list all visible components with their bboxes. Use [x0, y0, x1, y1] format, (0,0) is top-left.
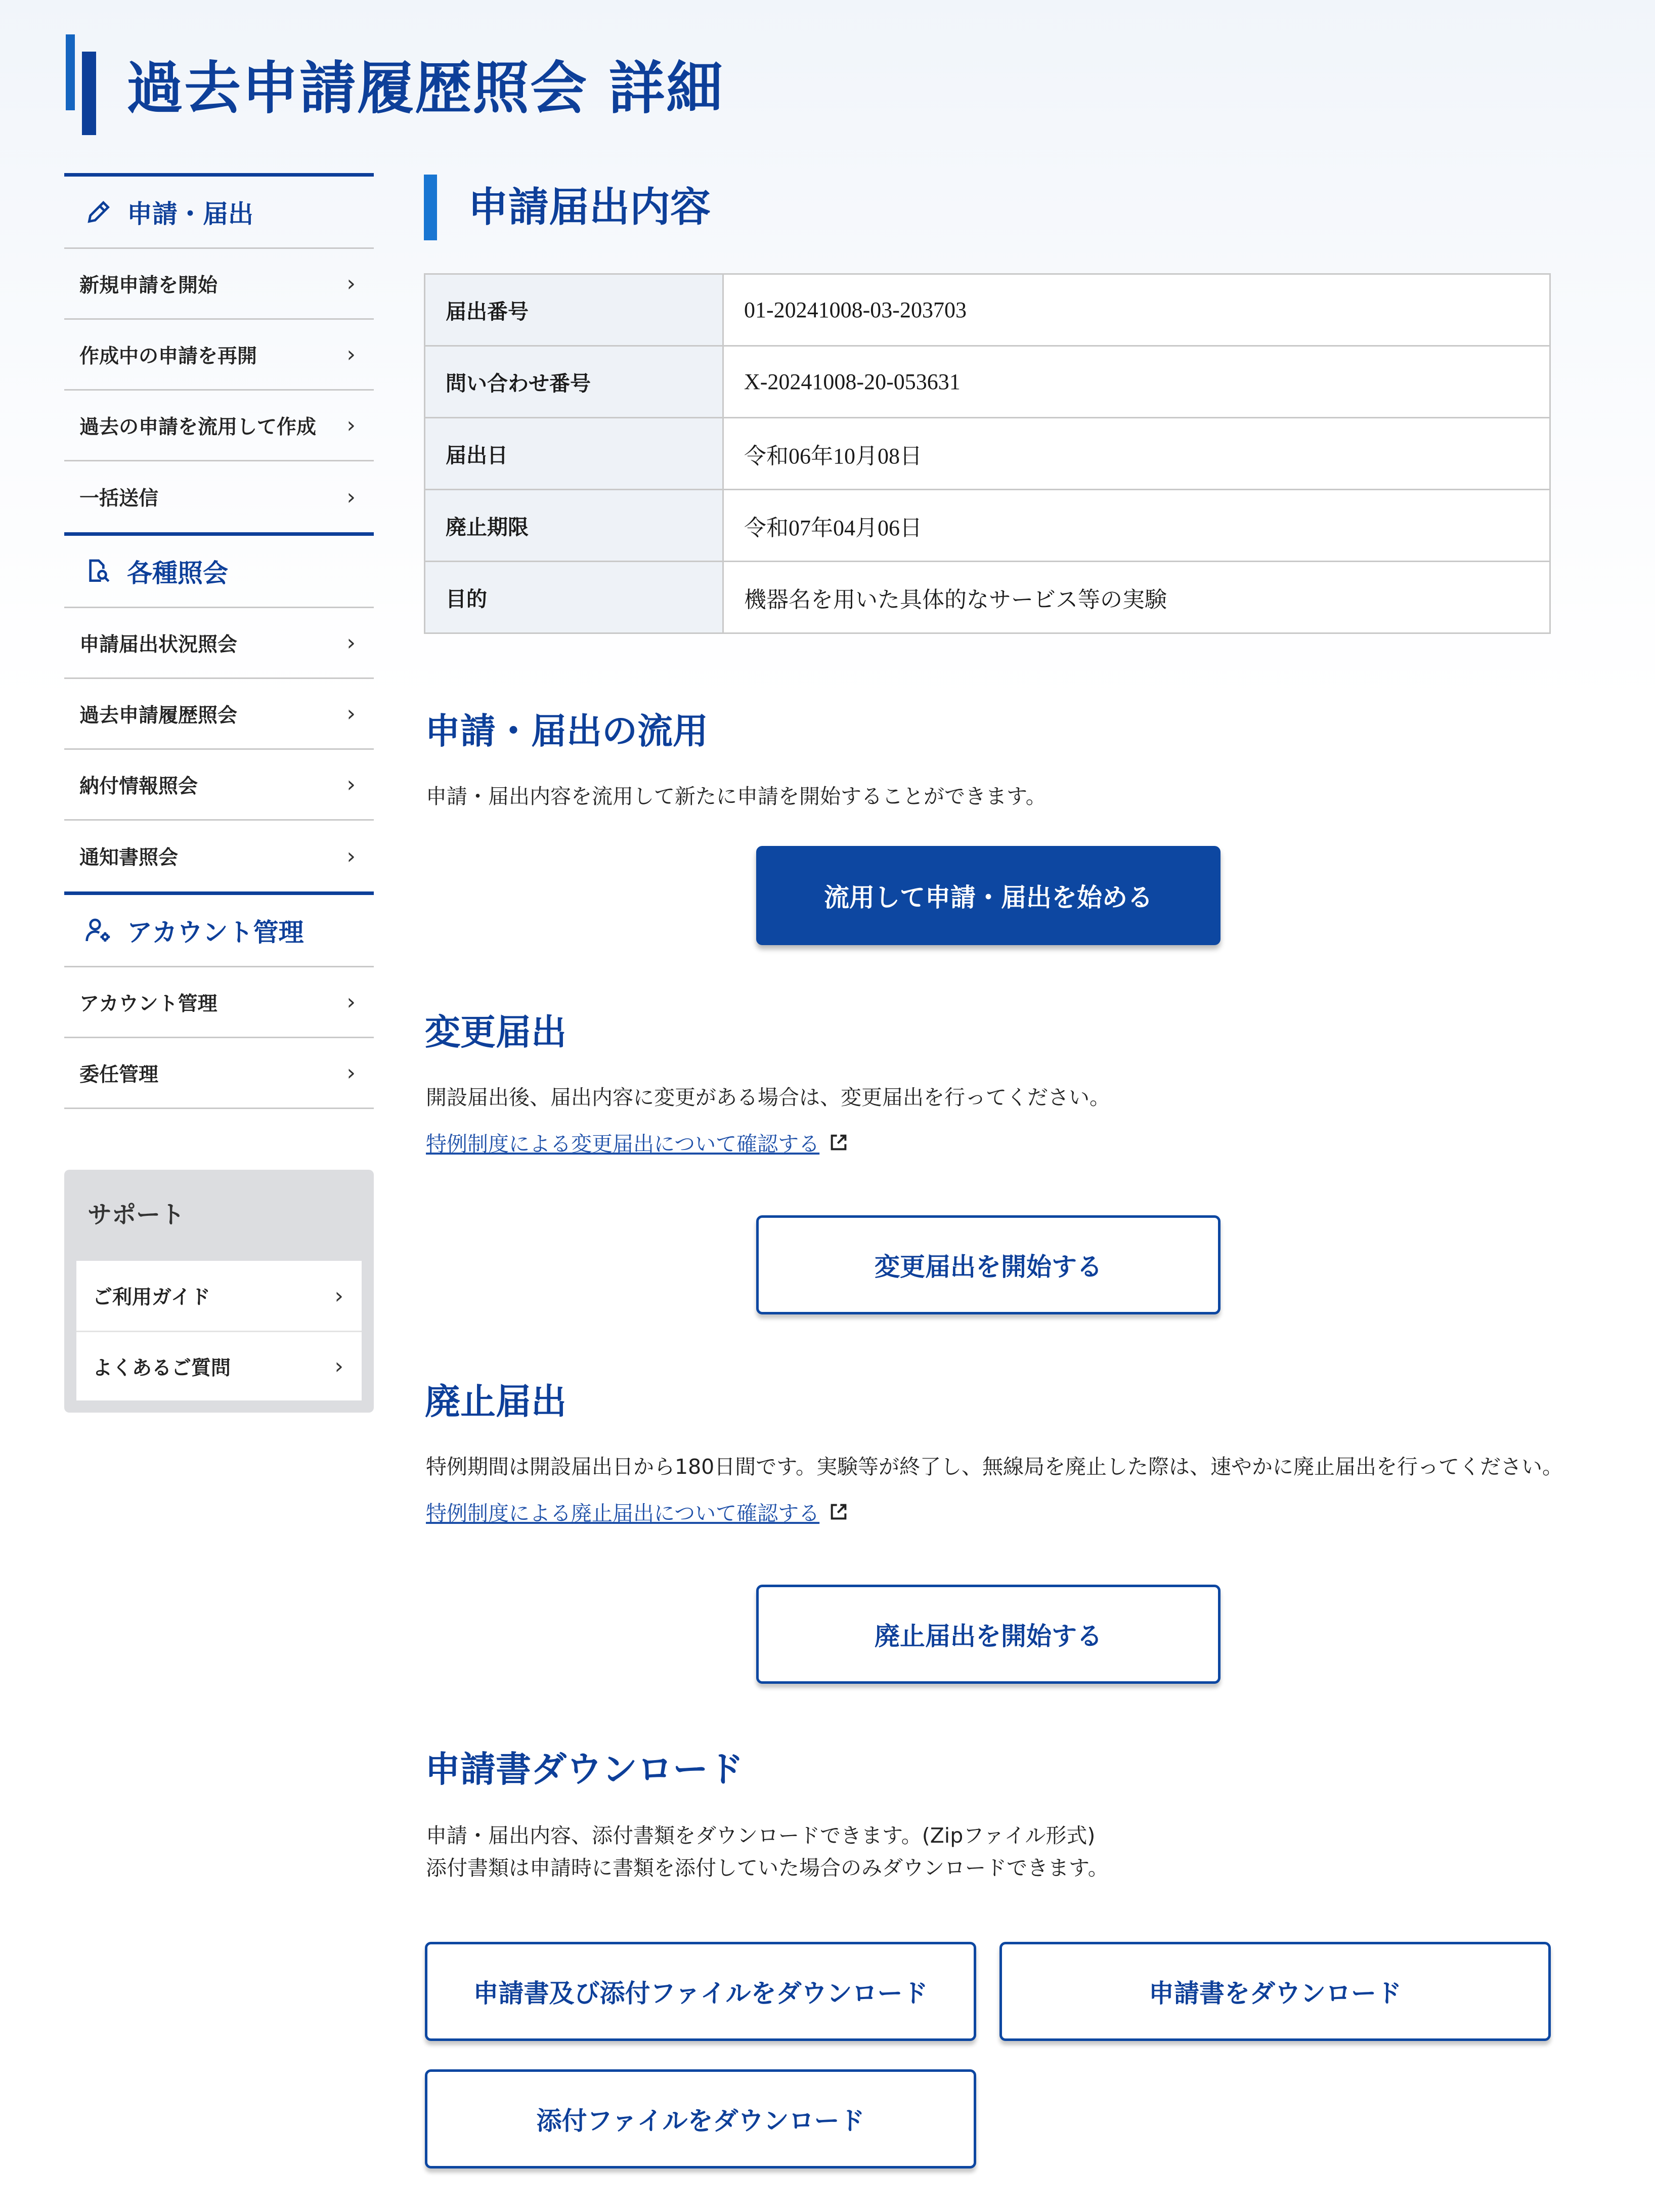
detail-label: 問い合わせ番号 — [425, 346, 723, 418]
change-info-link[interactable] — [426, 1127, 849, 1157]
change-start-button[interactable]: 変更届出を開始する — [756, 1215, 1221, 1314]
title-accent-bar-dark — [82, 52, 96, 135]
detail-value: 令和06年10月08日 — [723, 418, 1550, 490]
detail-label: 目的 — [425, 562, 723, 633]
pencil-icon — [84, 198, 113, 226]
chevron-right-icon: › — [346, 412, 356, 438]
sidebar-section-title: 申請・届出 — [127, 199, 253, 229]
external-link-icon — [829, 1132, 849, 1153]
sidebar-section-application — [64, 173, 374, 249]
download-description-line2: 添付書類は申請時に書類を添付していた場合のみダウンロードできます。 — [426, 1856, 1109, 1880]
sidebar-item-status-inquiry[interactable]: 申請届出状況照会 › — [64, 608, 374, 679]
chevron-right-icon: › — [346, 484, 356, 510]
abolish-heading: 廃止届出 — [425, 1381, 567, 1422]
sidebar-item-batch-send[interactable]: 一括送信 › — [79, 484, 356, 510]
chevron-right-icon: › — [346, 1060, 356, 1086]
chevron-right-icon: › — [346, 701, 356, 727]
table-row — [425, 346, 1550, 418]
detail-label: 届出番号 — [425, 274, 723, 346]
support-panel — [64, 1170, 374, 1413]
abolish-start-button[interactable]: 廃止届出を開始する — [756, 1585, 1221, 1684]
section-title: 申請届出内容 — [468, 184, 711, 231]
title-accent-bar-light — [66, 34, 75, 110]
download-attachments-button[interactable]: 添付ファイルをダウンロード — [425, 2069, 976, 2168]
reuse-heading: 申請・届出の流用 — [425, 710, 708, 752]
abolish-description: 特例期間は開設届出日から180日間です。実験等が終了し、無線局を廃止した際は、速やかに廃止届出を行ってください。 — [426, 1455, 1563, 1479]
table-row — [425, 418, 1550, 490]
detail-value: 機器名を用いた具体的なサービス等の実験 — [723, 562, 1550, 633]
sidebar-item-reuse-past[interactable]: 過去の申請を流用して作成 › — [64, 391, 374, 461]
sidebar-item-new-application[interactable]: 新規申請を開始 › — [64, 249, 374, 320]
document-search-icon — [84, 557, 113, 585]
reuse-description: 申請・届出内容を流用して新たに申請を開始することができます。 — [426, 784, 1047, 809]
sidebar-section-title: 各種照会 — [127, 559, 228, 588]
sidebar-item-notice-inquiry[interactable]: 通知書照会 › — [79, 843, 356, 869]
external-link-icon — [829, 1502, 849, 1522]
download-heading: 申請書ダウンロード — [425, 1749, 744, 1790]
support-item-guide[interactable]: ご利用ガイド › — [93, 1283, 343, 1309]
sidebar-section-inquiry — [64, 532, 374, 608]
change-description: 開設届出後、届出内容に変更がある場合は、変更届出を行ってください。 — [426, 1085, 1110, 1110]
chevron-right-icon: › — [334, 1283, 343, 1309]
chevron-right-icon: › — [346, 772, 356, 797]
chevron-right-icon: › — [334, 1353, 343, 1379]
table-row — [425, 562, 1550, 633]
chevron-right-icon: › — [346, 989, 356, 1015]
support-item-faq[interactable]: よくあるご質問 › — [76, 1331, 362, 1400]
sidebar-item-history-inquiry[interactable]: 過去申請履歴照会 › — [64, 679, 374, 750]
sidebar-item-resume-draft[interactable]: 作成中の申請を再開 › — [64, 320, 374, 391]
support-links — [76, 1261, 362, 1400]
detail-label: 廃止期限 — [425, 490, 723, 562]
sidebar-item-payment-inquiry[interactable]: 納付情報照会 › — [64, 750, 374, 821]
chevron-right-icon: › — [346, 630, 356, 656]
section-accent-bar — [424, 175, 437, 240]
detail-value: 令和07年04月06日 — [723, 490, 1550, 562]
detail-value: 01-20241008-03-203703 — [723, 274, 1550, 346]
detail-value: X-20241008-20-053631 — [723, 346, 1550, 418]
change-heading: 変更届出 — [425, 1011, 567, 1053]
download-description-line1: 申請・届出内容、添付書類をダウンロードできます。(Zipファイル形式) — [426, 1823, 1096, 1848]
reuse-start-button[interactable]: 流用して申請・届出を始める — [756, 846, 1221, 945]
sidebar-item-delegation[interactable]: 委任管理 › — [64, 1038, 374, 1109]
sidebar-nav — [64, 173, 374, 1109]
abolish-info-link-text: 特例制度による廃止届出について確認する — [426, 1501, 820, 1525]
support-title: サポート — [88, 1201, 185, 1229]
chevron-right-icon: › — [346, 342, 356, 367]
detail-label: 届出日 — [425, 418, 723, 490]
table-row — [425, 490, 1550, 562]
table-row — [425, 274, 1550, 346]
download-application-button[interactable]: 申請書をダウンロード — [999, 1942, 1551, 2041]
chevron-right-icon: › — [346, 843, 356, 869]
page-title: 過去申請履歴照会 詳細 — [126, 56, 724, 121]
change-info-link-text: 特例制度による変更届出について確認する — [426, 1132, 820, 1156]
details-table — [424, 273, 1551, 634]
download-all-button[interactable]: 申請書及び添付ファイルをダウンロード — [425, 1942, 976, 2041]
user-gear-icon — [84, 916, 113, 945]
sidebar-section-title: アカウント管理 — [127, 918, 304, 947]
sidebar-section-account — [64, 891, 374, 967]
sidebar-item-account-management[interactable]: アカウント管理 › — [64, 967, 374, 1038]
chevron-right-icon: › — [346, 271, 356, 296]
abolish-info-link[interactable] — [426, 1497, 849, 1526]
